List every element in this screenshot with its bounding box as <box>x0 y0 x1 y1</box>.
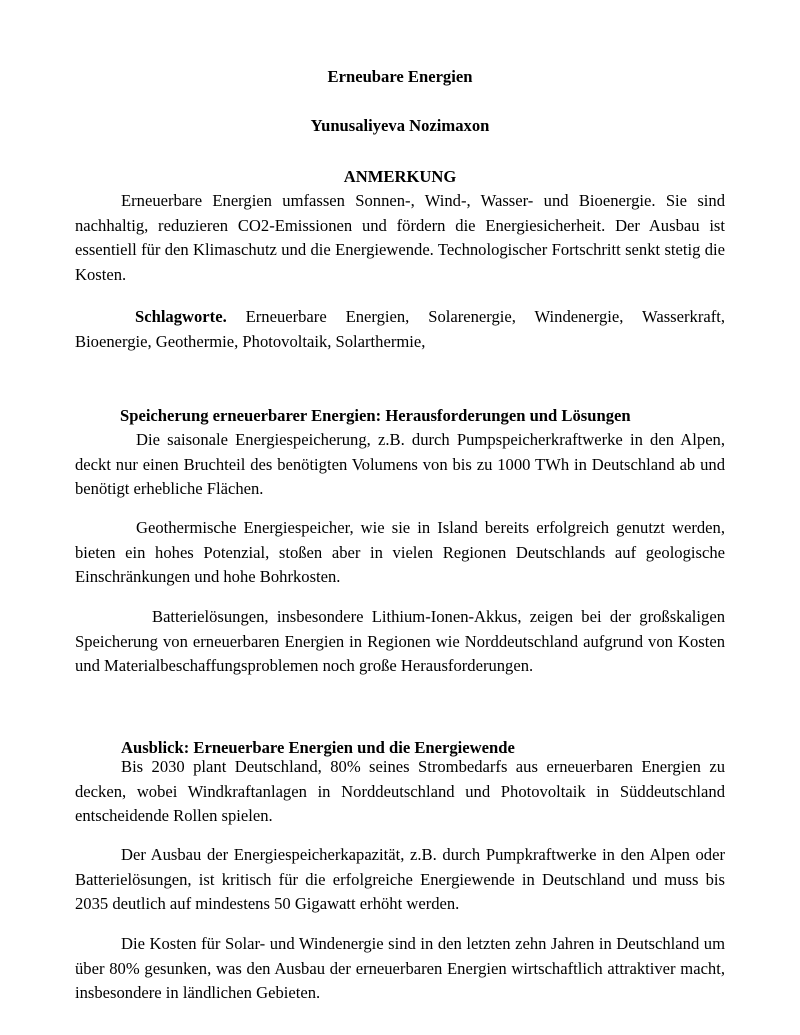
outlook-paragraph-3: Die Kosten für Solar- und Windenergie sind in den letzten zehn Jahren in Deutschland um über 80% gesunken, was den Ausbau der erneuerbaren Energien wirtschaftlich attraktiver macht, insbesondere in ländlichen Gebieten. <box>75 934 725 1002</box>
author-name: Yunusaliyeva Nozimaxon <box>310 116 490 135</box>
document-title: Erneubare Energien <box>327 67 473 86</box>
outlook-paragraph-1: Bis 2030 plant Deutschland, 80% seines Strombedarfs aus erneuerbaren Energien zu decken, wobei Windkraftanlagen in Norddeutschland und Photovoltaik in Süddeutschland entscheidende Rollen spielen. <box>75 757 725 825</box>
storage-paragraph-2: Geothermische Energiespeicher, wie sie in Island bereits erfolgreich genutzt werden, bieten ein hohes Potenzial, stoßen aber in vielen Regionen Deutschlands auf geologische Einschränkungen und hohe Bohrkosten. <box>75 518 725 586</box>
keywords-text: Erneuerbare Energien, Solarenergie, Windenergie, Wasserkraft, Bioenergie, Geothermie, Photovoltaik, Solarthermie, <box>75 307 725 351</box>
abstract-heading: ANMERKUNG <box>343 167 457 186</box>
section-heading-outlook: Ausblick: Erneuerbare Energien und die Energiewende <box>121 738 515 757</box>
outlook-paragraph-2: Der Ausbau der Energiespeicherkapazität, z.B. durch Pumpkraftwerke in den Alpen oder Batterielösungen, ist kritisch für die erfolgreiche Energiewende in Deutschland und muss bis 2035 deutlich auf mindestens 50 Gigawatt erhöht werden. <box>75 845 725 913</box>
keywords-paragraph <box>75 305 725 354</box>
abstract-paragraph: Erneuerbare Energien umfassen Sonnen-, Wind-, Wasser- und Bioenergie. Sie sind nachhaltig, reduzieren CO2-Emissionen und fördern die Energiesicherheit. Der Ausbau ist essentiell für den Klimaschutz und die Energiewende. Technologischer Fortschritt senkt stetig die Kosten. <box>75 191 725 284</box>
keywords-label: Schlagworte. <box>135 307 227 326</box>
section-heading-storage: Speicherung erneuerbarer Energien: Herausforderungen und Lösungen <box>120 406 631 425</box>
storage-paragraph-1: Die saisonale Energiespeicherung, z.B. durch Pumpspeicherkraftwerke in den Alpen, deckt nur einen Bruchteil des benötigten Volumens von bis zu 1000 TWh in Deutschland ab und benötigt erhebliche Flächen. <box>75 430 725 498</box>
storage-paragraph-3: Batterielösungen, insbesondere Lithium-Ionen-Akkus, zeigen bei der großskaligen Speicherung von erneuerbaren Energien in Regionen wie Norddeutschland aufgrund von Kosten und Materialbeschaffungsproblemen noch große Herausforderungen. <box>75 607 725 675</box>
